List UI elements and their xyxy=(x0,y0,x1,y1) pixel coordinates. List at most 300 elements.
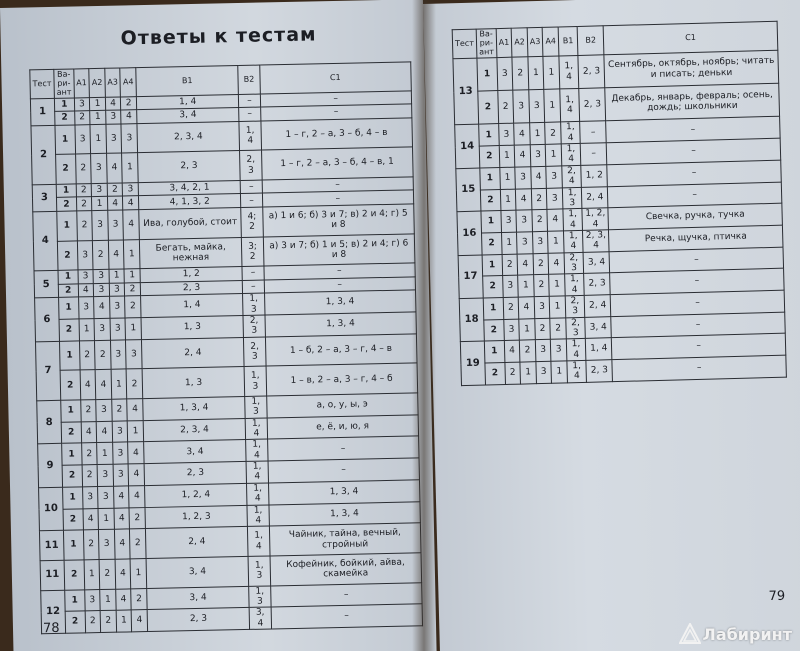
answer-cell: 2 xyxy=(520,340,536,362)
answer-cell: 2 xyxy=(503,297,519,319)
answer-cell: 3 xyxy=(535,340,551,362)
answer-cell: 2 xyxy=(535,318,551,340)
test-number-cell: 14 xyxy=(455,125,480,169)
answer-cell: – xyxy=(264,263,416,280)
answer-cell: 1 xyxy=(501,232,517,254)
variant-cell: 1 xyxy=(59,341,79,371)
answer-cell: 2, 3 xyxy=(565,295,585,317)
answer-cell: 2 xyxy=(531,188,547,210)
answer-cell: 2 xyxy=(131,588,147,610)
answer-cell: – xyxy=(243,280,264,294)
answer-cell: 2, 3 xyxy=(140,280,243,296)
answer-cell: 3 xyxy=(547,187,563,209)
answer-cell: 4 xyxy=(114,529,130,559)
answer-cell: – xyxy=(268,458,420,483)
answer-cell: 4 xyxy=(81,421,97,443)
answer-cell: 1 xyxy=(109,269,125,283)
column-header: В2 xyxy=(577,26,604,55)
answer-cell: 1, 3, 4 xyxy=(264,290,416,315)
column-header: А1 xyxy=(73,69,89,98)
answer-cell: – xyxy=(580,143,606,165)
variant-cell: 1 xyxy=(62,487,82,509)
answer-cell: – xyxy=(262,190,414,207)
answer-cell: – xyxy=(242,266,263,280)
answer-cell: 3, 4 xyxy=(146,556,249,588)
answer-cell: 3 xyxy=(91,183,107,197)
answer-cell: 3 xyxy=(502,275,518,297)
answer-cell: 4 xyxy=(107,196,123,210)
test-number-cell: 7 xyxy=(35,341,60,401)
answer-cell: 1, 4 xyxy=(586,338,612,360)
answer-cell: 2, 3 xyxy=(564,252,584,274)
answer-cell: 3 xyxy=(112,421,128,443)
answer-cell: – xyxy=(611,312,785,338)
answer-cell: 2, 3 xyxy=(579,88,606,122)
answer-cell: 3 xyxy=(516,210,532,232)
answer-cell: 4 xyxy=(517,253,533,275)
column-header: А3 xyxy=(527,27,543,56)
answer-cell: 2 xyxy=(512,56,528,90)
answer-cell: 2, 3, 4 xyxy=(137,121,240,153)
answer-cell: 3 xyxy=(109,296,125,318)
answer-cell: 2 xyxy=(95,340,111,370)
answer-cell: 2 xyxy=(75,154,91,184)
answer-cell: 2 xyxy=(505,362,521,384)
variant-cell: 1 xyxy=(477,57,498,91)
answer-cell: 1 xyxy=(546,144,562,166)
column-header: А4 xyxy=(120,68,136,97)
answers-table-right xyxy=(452,21,787,386)
answer-cell: 1 xyxy=(90,110,106,124)
column-header: А1 xyxy=(496,28,512,57)
answer-cell: 1, 4 xyxy=(140,294,243,318)
answer-cell: 4 xyxy=(106,153,122,183)
answer-cell: 4 xyxy=(83,508,99,530)
variant-cell: 1 xyxy=(54,98,74,112)
answer-cell: – xyxy=(262,177,414,194)
answer-cell: 2 xyxy=(532,210,548,232)
column-header: А2 xyxy=(511,28,527,57)
answer-cell: 1 – б, 2 – а, 3 – г, 4 – в xyxy=(265,334,417,367)
answer-cell: 2, 4 xyxy=(141,337,244,369)
answer-cell: – xyxy=(606,117,780,143)
answer-cell: 4 xyxy=(78,283,94,297)
answer-cell: 1, 3, 4 xyxy=(265,312,417,337)
answer-cell: 1, 3 xyxy=(141,315,244,339)
answer-cell: 1 xyxy=(499,145,515,167)
answer-cell: 2 xyxy=(76,211,92,241)
answer-cell: 1 xyxy=(543,56,559,90)
answer-cell: 1 xyxy=(529,123,545,145)
test-number-cell: 10 xyxy=(39,487,64,531)
answer-cell: 2 xyxy=(107,183,123,197)
answer-cell: 3 xyxy=(106,124,122,154)
answer-cell: 1 – г, 2 – а, 3 – б, 4 – в, 1 xyxy=(261,147,413,180)
test-number-cell: 12 xyxy=(41,590,66,634)
answer-cell: 3 xyxy=(501,210,517,232)
answer-cell: 2 xyxy=(85,611,101,633)
answer-cell: 4 xyxy=(548,252,564,274)
answer-cell: 2 xyxy=(502,254,518,276)
answer-cell: 2 xyxy=(545,122,561,144)
answer-cell: 2, 3 xyxy=(566,317,586,339)
variant-cell: 1 xyxy=(484,341,504,363)
answer-cell: 4 xyxy=(115,559,131,589)
answer-cell: 1, 2 xyxy=(140,267,243,283)
answer-cell: 3 xyxy=(97,464,113,486)
answer-cell: 1 xyxy=(124,269,140,283)
answer-cell: – xyxy=(267,436,419,461)
answer-cell: 3, 4 xyxy=(144,440,247,464)
answer-cell: 1 xyxy=(551,361,567,383)
answer-cell: 1 xyxy=(90,97,106,111)
answer-cell: – xyxy=(260,90,412,107)
variant-cell: 2 xyxy=(58,284,78,298)
answer-cell: 4 xyxy=(516,188,532,210)
variant-cell: 2 xyxy=(60,370,80,400)
answer-cell: 3 xyxy=(92,210,108,240)
answer-cell: 3 xyxy=(498,124,514,146)
answer-cell: 1 xyxy=(550,296,566,318)
answer-cell: 3 xyxy=(536,361,552,383)
variant-cell: 2 xyxy=(62,465,82,487)
answer-cell: 3 xyxy=(503,319,519,341)
answer-cell: 2, 3, 4 xyxy=(143,418,246,442)
answer-cell: 3 xyxy=(96,399,112,421)
variant-cell: 2 xyxy=(484,319,504,341)
answer-cell: 1 xyxy=(130,558,146,588)
answer-cell: 4 xyxy=(504,340,520,362)
answer-cell: 1 – в, 2 – а, 3 – г, 4 – б xyxy=(266,363,418,396)
answer-cell: 4 xyxy=(94,297,110,319)
answer-cell: 2, 3 xyxy=(578,54,605,88)
column-header: В1 xyxy=(136,66,239,97)
page-title: Ответы к тестам xyxy=(120,23,317,50)
answer-cell: 2, 3 xyxy=(243,315,265,337)
answer-cell: – xyxy=(612,355,786,381)
answer-cell: 1 xyxy=(520,362,536,384)
answer-cell: 4 xyxy=(80,370,96,400)
test-number-cell: 11 xyxy=(40,560,64,590)
answer-cell: 1, 4 xyxy=(239,121,261,151)
answer-cell: 4 xyxy=(113,486,129,508)
test-number-cell: 5 xyxy=(34,271,58,298)
answer-cell: 2, 3 xyxy=(240,150,262,180)
answer-cell: 2 xyxy=(129,507,145,529)
test-number-cell: 11 xyxy=(39,530,63,560)
answer-cell: 1, 4 xyxy=(246,418,268,440)
test-number-cell: 9 xyxy=(38,444,63,488)
answer-cell: 2 xyxy=(121,96,137,110)
answer-cell: – xyxy=(580,121,606,143)
test-number-cell: 4 xyxy=(33,211,58,271)
column-header: Ва- ри- ант xyxy=(54,69,74,98)
answer-cell: 3 xyxy=(93,270,109,284)
answer-cell: 3 xyxy=(110,318,126,340)
answer-cell: – xyxy=(239,94,260,108)
answer-cell: 4 xyxy=(514,145,530,167)
answer-cell: 4 xyxy=(514,123,530,145)
column-header: А2 xyxy=(89,68,105,97)
answer-cell: 1, 4 xyxy=(247,504,269,526)
answer-cell: – xyxy=(270,582,422,607)
test-number-cell: 16 xyxy=(457,211,482,255)
answer-cell: 1, 3 xyxy=(245,396,267,418)
answer-cell: 4 xyxy=(115,588,131,610)
test-number-cell: 8 xyxy=(37,400,62,444)
answer-cell: – xyxy=(606,138,780,164)
test-number-cell: 1 xyxy=(30,98,54,125)
answer-cell: 1 xyxy=(92,197,108,211)
answer-cell: 1 xyxy=(128,420,144,442)
variant-cell: 1 xyxy=(61,400,81,422)
column-header: В1 xyxy=(558,26,578,55)
watermark-text: Лабиринт xyxy=(702,624,792,644)
variant-cell: 2 xyxy=(57,241,77,271)
answer-cell: 2 xyxy=(80,400,96,422)
answer-cell: 2 xyxy=(533,253,549,275)
answer-cell: – xyxy=(609,247,783,273)
answer-cell: 3 xyxy=(529,89,545,123)
answer-cell: 3 xyxy=(515,167,531,189)
answer-cell: 3 xyxy=(532,231,548,253)
test-number-cell: 2 xyxy=(31,125,56,185)
page-number-right: 79 xyxy=(768,588,786,605)
answer-cell: 3 xyxy=(74,97,90,111)
variant-cell: 2 xyxy=(485,362,505,384)
answer-cell: 2 xyxy=(76,184,92,198)
answer-cell: Бегать, майка, нежная xyxy=(139,237,242,269)
answer-cell: 1 xyxy=(528,56,544,90)
answer-cell: 1 xyxy=(98,508,114,530)
column-header: Ва- ри- ант xyxy=(476,29,497,58)
column-header: В2 xyxy=(238,65,260,94)
answer-cell: 1 xyxy=(499,167,515,189)
variant-cell: 2 xyxy=(481,232,501,254)
answer-cell: 1, 4 xyxy=(559,55,579,89)
variant-cell: 1 xyxy=(480,167,500,189)
answer-cell: 4, 1, 3, 2 xyxy=(138,194,241,210)
answer-cell: 1, 3 xyxy=(244,366,266,396)
answer-cell: – xyxy=(260,104,412,121)
answer-cell: 4 xyxy=(531,166,547,188)
test-number-cell: 15 xyxy=(456,168,481,212)
answer-cell: 1, 3 xyxy=(248,556,270,586)
answer-cell: 3, 4 xyxy=(250,607,272,629)
column-header: Тест xyxy=(452,29,477,58)
answer-cell: 2, 4 xyxy=(582,186,608,208)
answer-cell: 4 xyxy=(128,464,144,486)
answer-cell: 3 xyxy=(99,529,115,559)
page-number-left: 78 xyxy=(42,620,60,637)
answer-cell: 2 xyxy=(74,111,90,125)
answer-cell: 3 xyxy=(94,318,110,340)
answer-cell: 3 xyxy=(517,232,533,254)
answer-cell: Свечка, ручка, тучка xyxy=(608,203,782,229)
answer-cell: 4; 2 xyxy=(241,207,263,237)
answer-cell: 3, 4, 2, 1 xyxy=(138,180,241,196)
answer-cell: 1 xyxy=(100,589,116,611)
answer-cell: 3 xyxy=(98,486,114,508)
test-number-cell: 17 xyxy=(458,255,483,299)
answer-cell: 2 xyxy=(112,399,128,421)
answer-cell: 1, 4 xyxy=(561,144,581,166)
variant-cell: 2 xyxy=(64,560,84,590)
answer-cell: Кофейник, бойкий, айва, скамейка xyxy=(270,553,422,586)
answer-cell: 3 xyxy=(77,240,93,270)
answer-cell: 2, 3, 4 xyxy=(583,230,609,252)
variant-cell: 2 xyxy=(55,154,75,184)
variant-cell: 2 xyxy=(479,146,499,168)
answer-cell: 3 xyxy=(94,283,110,297)
answer-cell: 4 xyxy=(129,485,145,507)
answer-cell: 2 xyxy=(76,197,92,211)
answer-cell: 1, 4 xyxy=(565,274,585,296)
answer-cell: 4 xyxy=(127,399,143,421)
variant-cell: 2 xyxy=(63,508,83,530)
answer-cell: 1, 2, 4 xyxy=(144,483,247,507)
answer-cell: 2, 4 xyxy=(584,295,610,317)
variant-cell: 2 xyxy=(56,197,76,211)
book-gutter xyxy=(412,0,436,651)
answer-cell: е, ё, и, ю, я xyxy=(267,415,419,440)
answer-cell: 1 xyxy=(544,89,560,123)
answer-cell: – xyxy=(607,160,781,186)
variant-cell: 2 xyxy=(59,319,79,341)
column-header: С1 xyxy=(259,62,411,94)
answer-cell: 1, 4 xyxy=(136,94,239,110)
answer-cell: а) 1 и 6; б) 3 и 7; в) 2 и 4; г) 5 и 8 xyxy=(262,204,414,237)
answer-cell: Чайник, тайна, вечный, стройный xyxy=(269,523,421,556)
answer-cell: – xyxy=(612,333,786,359)
answer-cell: 4 xyxy=(108,240,124,270)
answer-cell: Ива, голубой, стоит xyxy=(139,207,242,239)
answer-cell: 1 xyxy=(90,124,106,154)
answer-cell: 3, 4 xyxy=(147,586,250,610)
answer-cell: 2 xyxy=(497,90,513,124)
answer-cell: 2, 4 xyxy=(145,527,248,559)
answer-cell: – xyxy=(608,182,782,208)
answer-cell: а) 3 и 7; б) 1 и 5; в) 2 и 4; г) 6 и 8 xyxy=(263,233,415,266)
answer-cell: 3 xyxy=(78,270,94,284)
answer-cell: 1, 3 xyxy=(243,293,265,315)
answer-cell: 2 xyxy=(93,240,109,270)
answers-table-left xyxy=(29,61,423,637)
answer-cell: 1 xyxy=(97,443,113,465)
answer-cell: 2 xyxy=(81,443,97,465)
answer-cell: 2, 3 xyxy=(584,273,610,295)
test-number-cell: 6 xyxy=(35,298,60,342)
variant-cell: 1 xyxy=(479,124,499,146)
test-number-cell: 18 xyxy=(459,298,484,342)
answer-cell: 1, 4 xyxy=(567,360,587,382)
answer-cell: 3 xyxy=(121,123,137,153)
variant-cell: 1 xyxy=(65,589,85,611)
answer-cell: 4 xyxy=(121,110,137,124)
answer-cell: 2 xyxy=(130,529,146,559)
answer-cell: 1, 4 xyxy=(560,88,580,122)
column-header: С1 xyxy=(603,21,777,54)
answer-cell: 3 xyxy=(534,296,550,318)
answer-cell: 4 xyxy=(128,442,144,464)
answer-cell: 2, 3 xyxy=(137,151,240,183)
answer-cell: 2 xyxy=(79,340,95,370)
answer-cell: 3 xyxy=(110,340,126,370)
answer-cell: 3 xyxy=(513,90,529,124)
answer-cell: – xyxy=(241,180,262,194)
answer-cell: – xyxy=(610,290,784,316)
answer-cell: 1 xyxy=(519,318,535,340)
answer-cell: 4 xyxy=(518,297,534,319)
answer-cell: 3 xyxy=(113,464,129,486)
answer-cell: 1, 3 xyxy=(562,187,582,209)
answer-cell: 2, 3 xyxy=(144,462,247,486)
answer-cell: – xyxy=(241,193,262,207)
answer-cell: 1, 2, 4 xyxy=(582,208,608,230)
answer-cell: 2 xyxy=(99,559,115,589)
answer-cell: 2, 4 xyxy=(562,165,582,187)
variant-cell: 1 xyxy=(62,443,82,465)
answer-cell: 1, 3, 4 xyxy=(143,397,246,421)
answer-cell: 2, 3 xyxy=(244,337,266,367)
answer-cell: 1 xyxy=(84,559,100,589)
variant-cell: 2 xyxy=(61,422,81,444)
answer-cell: 3 xyxy=(497,57,513,91)
answer-cell: Декабрь, январь, февраль; осень, дождь; школьники xyxy=(605,83,780,121)
answer-cell: 2 xyxy=(126,369,142,399)
answer-cell: 1, 2, 3 xyxy=(145,505,248,529)
variant-cell: 2 xyxy=(483,276,503,298)
answer-cell: – xyxy=(239,107,260,121)
answer-cell: 3, 4 xyxy=(583,251,609,273)
answer-cell: 3 xyxy=(551,339,567,361)
variant-cell: 1 xyxy=(483,297,503,319)
variant-cell: 2 xyxy=(65,611,85,633)
column-header: Тест xyxy=(30,69,54,98)
answer-cell: 4 xyxy=(96,421,112,443)
answer-cell: 3 xyxy=(546,166,562,188)
variant-cell: 2 xyxy=(480,189,500,211)
answer-cell: 4 xyxy=(105,97,121,111)
answer-cell: 3 xyxy=(108,210,124,240)
answer-cell: 4 xyxy=(547,209,563,231)
answer-cell: 3 xyxy=(105,110,121,124)
variant-cell: 1 xyxy=(481,211,501,233)
answer-cell: 2 xyxy=(82,465,98,487)
answer-cell: 3 xyxy=(126,339,142,369)
answer-cell: 1, 4 xyxy=(563,230,583,252)
answer-cell: 3 xyxy=(84,589,100,611)
answer-cell: 1 xyxy=(125,318,141,340)
answer-cell: 1, 3, 4 xyxy=(268,480,420,505)
answer-cell: 1, 4 xyxy=(563,209,583,231)
answer-cell: 2 xyxy=(550,317,566,339)
answer-cell: 2 xyxy=(100,610,116,632)
answer-cell: 3; 2 xyxy=(242,237,264,267)
answer-cell: 3 xyxy=(123,183,139,197)
variant-cell: 1 xyxy=(56,184,76,198)
answer-cell: 1 xyxy=(500,189,516,211)
answer-cell: 1, 3 xyxy=(249,586,271,608)
answer-cell: 3 xyxy=(109,283,125,297)
test-number-cell: 13 xyxy=(453,58,479,125)
answer-cell: 1, 3 xyxy=(142,367,245,399)
answer-cell: 1, 4 xyxy=(246,461,268,483)
answer-cell: 1 xyxy=(79,319,95,341)
answer-cell: 1, 4 xyxy=(566,339,586,361)
answer-cell: 3, 4 xyxy=(137,108,240,124)
variant-cell: 2 xyxy=(478,91,499,125)
